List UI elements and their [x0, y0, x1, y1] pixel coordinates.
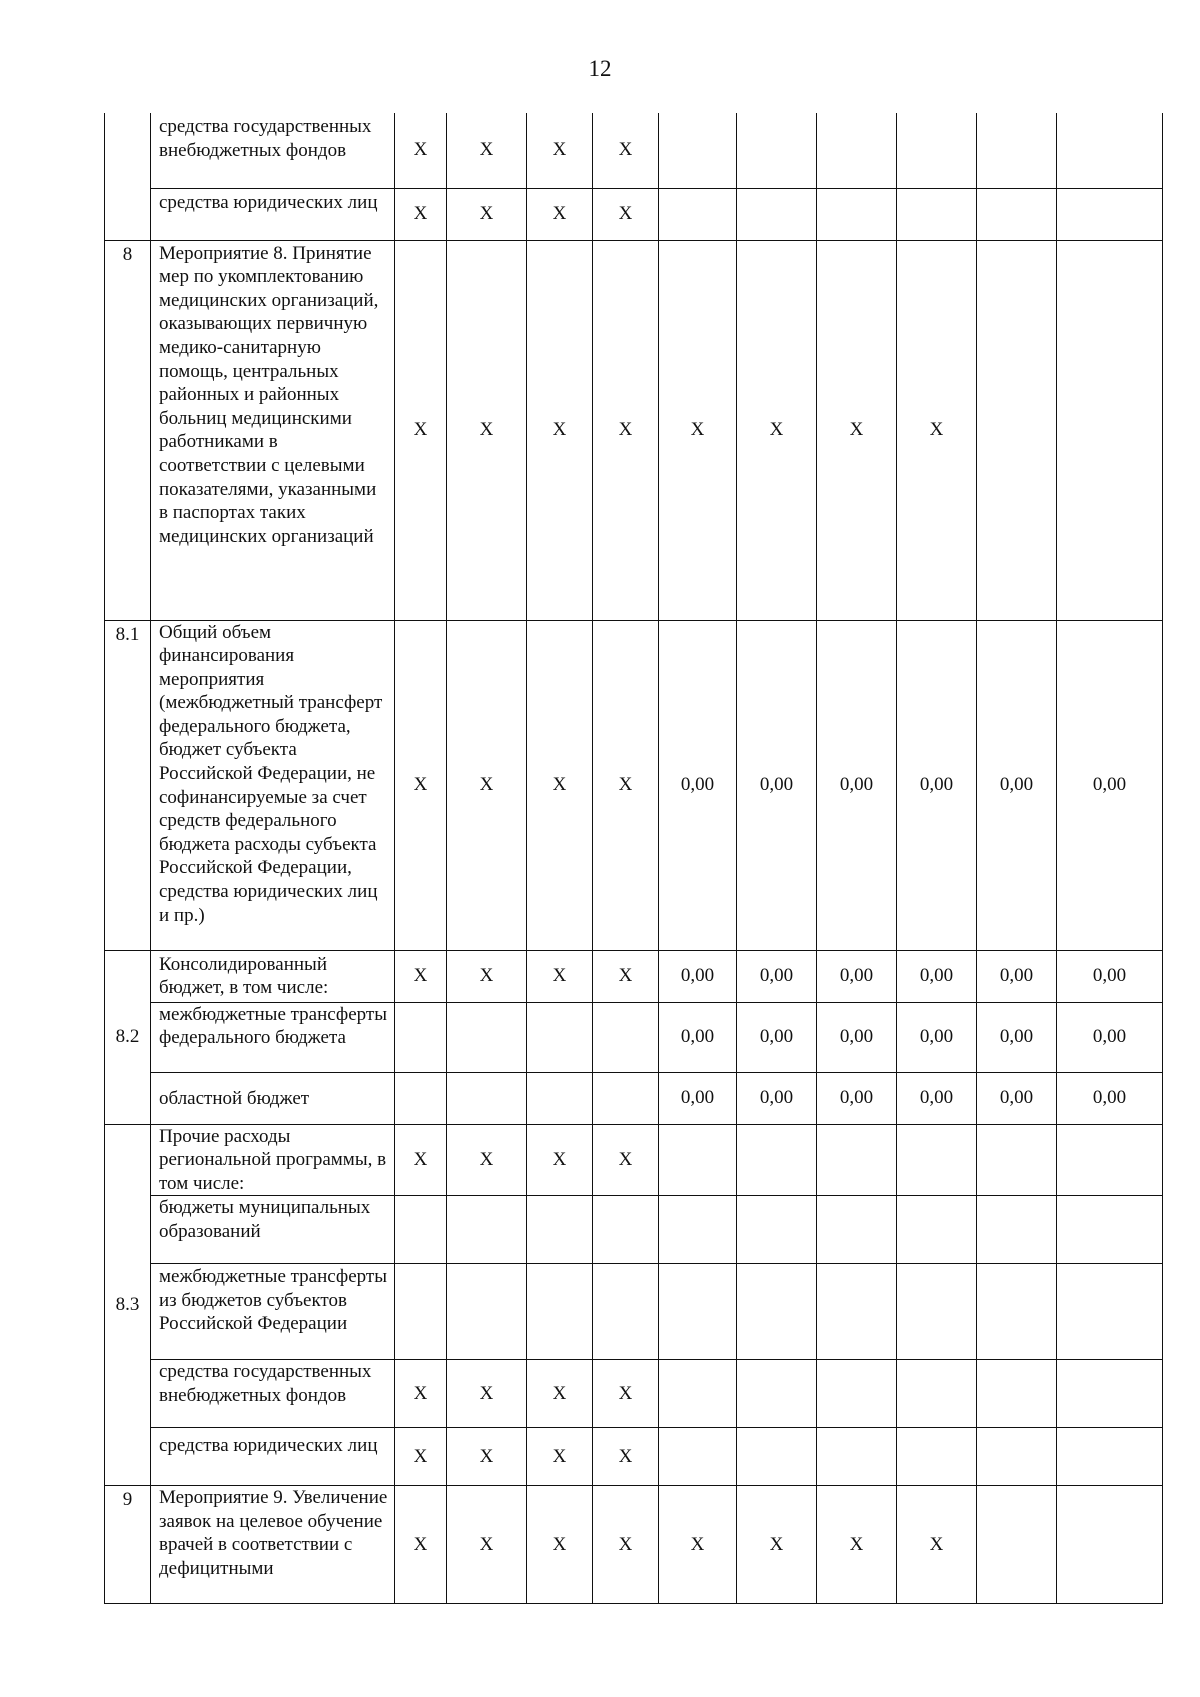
value-cell: 0,00: [659, 950, 737, 1002]
value-cell: X: [737, 1486, 817, 1604]
row-description: бюджеты муниципальных образований: [151, 1196, 395, 1264]
value-cell: X: [447, 188, 527, 240]
value-cell: X: [897, 240, 977, 620]
value-cell: X: [395, 188, 447, 240]
value-cell: X: [395, 1428, 447, 1486]
row-number: 8: [105, 240, 151, 620]
value-cell: 0,00: [1057, 950, 1163, 1002]
value-cell: [897, 113, 977, 188]
value-cell: 0,00: [817, 1072, 897, 1124]
value-cell: [447, 1072, 527, 1124]
value-cell: X: [593, 620, 659, 950]
value-cell: X: [593, 1428, 659, 1486]
value-cell: [1057, 188, 1163, 240]
value-cell: [897, 1264, 977, 1360]
value-cell: X: [447, 620, 527, 950]
row-description: средства государственных внебюджетных фондов: [151, 113, 395, 188]
value-cell: [977, 188, 1057, 240]
value-cell: X: [817, 1486, 897, 1604]
row-description: Общий объем финансирования мероприятия (межбюджетный трансферт федерального бюджета, бюджет субъекта Российской Федерации, не софинансируемые за счет средств федерального бюджета расходы субъекта Российской Федерации, средства юридических лиц и пр.): [151, 620, 395, 950]
value-cell: [659, 1360, 737, 1428]
value-cell: 0,00: [897, 620, 977, 950]
value-cell: X: [593, 1486, 659, 1604]
value-cell: 0,00: [659, 1072, 737, 1124]
value-cell: [527, 1002, 593, 1072]
value-cell: [817, 188, 897, 240]
row-number: 8.3: [105, 1124, 151, 1486]
value-cell: [737, 188, 817, 240]
table-row: [105, 1002, 1163, 1072]
row-description: Консолидированный бюджет, в том числе:: [151, 950, 395, 1002]
value-cell: X: [659, 1486, 737, 1604]
row-description: средства юридических лиц: [151, 188, 395, 240]
value-cell: [737, 113, 817, 188]
value-cell: X: [527, 1124, 593, 1196]
value-cell: [1057, 1486, 1163, 1604]
value-cell: 0,00: [817, 950, 897, 1002]
value-cell: [1057, 1264, 1163, 1360]
value-cell: X: [593, 950, 659, 1002]
value-cell: [977, 1196, 1057, 1264]
value-cell: 0,00: [817, 620, 897, 950]
value-cell: 0,00: [977, 620, 1057, 950]
value-cell: [1057, 240, 1163, 620]
value-cell: [395, 1196, 447, 1264]
value-cell: X: [527, 240, 593, 620]
value-cell: X: [447, 1360, 527, 1428]
value-cell: 0,00: [659, 1002, 737, 1072]
row-description: Мероприятие 9. Увеличение заявок на целевое обучение врачей в соответствии с дефицитными: [151, 1486, 395, 1604]
table-row: [105, 113, 1163, 188]
value-cell: [977, 1486, 1057, 1604]
value-cell: X: [447, 1124, 527, 1196]
value-cell: 0,00: [1057, 620, 1163, 950]
value-cell: X: [447, 1486, 527, 1604]
value-cell: [817, 1196, 897, 1264]
table-row: [105, 1360, 1163, 1428]
value-cell: [447, 1002, 527, 1072]
value-cell: X: [527, 1486, 593, 1604]
table-row: [105, 1428, 1163, 1486]
value-cell: [659, 188, 737, 240]
table-row: [105, 950, 1163, 1002]
value-cell: X: [395, 240, 447, 620]
value-cell: [977, 1124, 1057, 1196]
value-cell: [395, 1072, 447, 1124]
value-cell: 0,00: [897, 1002, 977, 1072]
table-row: [105, 1072, 1163, 1124]
table-row: [105, 1264, 1163, 1360]
value-cell: [737, 1196, 817, 1264]
row-description: средства государственных внебюджетных фондов: [151, 1360, 395, 1428]
value-cell: [593, 1002, 659, 1072]
value-cell: [395, 1002, 447, 1072]
value-cell: [1057, 1196, 1163, 1264]
value-cell: [1057, 113, 1163, 188]
value-cell: 0,00: [1057, 1002, 1163, 1072]
value-cell: 0,00: [659, 620, 737, 950]
value-cell: [817, 1124, 897, 1196]
value-cell: 0,00: [817, 1002, 897, 1072]
value-cell: X: [527, 1428, 593, 1486]
budget-table: [104, 113, 1163, 1604]
value-cell: [1057, 1360, 1163, 1428]
table-row: [105, 620, 1163, 950]
value-cell: [977, 1360, 1057, 1428]
table-row: [105, 1196, 1163, 1264]
value-cell: [817, 1428, 897, 1486]
value-cell: X: [395, 620, 447, 950]
value-cell: [817, 1360, 897, 1428]
value-cell: X: [395, 1124, 447, 1196]
value-cell: X: [593, 113, 659, 188]
value-cell: [897, 1196, 977, 1264]
value-cell: [737, 1428, 817, 1486]
value-cell: [593, 1264, 659, 1360]
value-cell: [593, 1072, 659, 1124]
value-cell: 0,00: [897, 950, 977, 1002]
value-cell: [527, 1196, 593, 1264]
row-number: 8.2: [105, 950, 151, 1124]
value-cell: X: [593, 1124, 659, 1196]
value-cell: [593, 1196, 659, 1264]
value-cell: [817, 113, 897, 188]
row-description: Прочие расходы региональной программы, в том числе:: [151, 1124, 395, 1196]
value-cell: 0,00: [977, 1002, 1057, 1072]
table-row: [105, 1486, 1163, 1604]
value-cell: X: [527, 950, 593, 1002]
value-cell: X: [447, 113, 527, 188]
value-cell: 0,00: [977, 950, 1057, 1002]
value-cell: [527, 1264, 593, 1360]
value-cell: X: [447, 950, 527, 1002]
value-cell: X: [395, 1486, 447, 1604]
value-cell: 0,00: [737, 950, 817, 1002]
value-cell: [977, 113, 1057, 188]
value-cell: [737, 1264, 817, 1360]
value-cell: X: [593, 1360, 659, 1428]
table-row: [105, 188, 1163, 240]
value-cell: [977, 240, 1057, 620]
value-cell: X: [527, 1360, 593, 1428]
value-cell: [897, 188, 977, 240]
value-cell: [659, 1264, 737, 1360]
value-cell: X: [395, 1360, 447, 1428]
value-cell: [659, 1196, 737, 1264]
row-number: [105, 113, 151, 240]
row-description: межбюджетные трансферты федерального бюджета: [151, 1002, 395, 1072]
row-number: 9: [105, 1486, 151, 1604]
value-cell: [1057, 1428, 1163, 1486]
value-cell: [527, 1072, 593, 1124]
value-cell: [817, 1264, 897, 1360]
value-cell: [447, 1196, 527, 1264]
value-cell: [897, 1428, 977, 1486]
value-cell: 0,00: [897, 1072, 977, 1124]
value-cell: X: [817, 240, 897, 620]
value-cell: [737, 1124, 817, 1196]
row-description: областной бюджет: [151, 1072, 395, 1124]
value-cell: [737, 1360, 817, 1428]
value-cell: 0,00: [737, 620, 817, 950]
value-cell: [1057, 1124, 1163, 1196]
value-cell: [659, 1124, 737, 1196]
value-cell: 0,00: [737, 1002, 817, 1072]
value-cell: X: [593, 188, 659, 240]
value-cell: [659, 1428, 737, 1486]
value-cell: X: [527, 113, 593, 188]
value-cell: X: [395, 950, 447, 1002]
value-cell: X: [659, 240, 737, 620]
value-cell: [659, 113, 737, 188]
value-cell: [977, 1264, 1057, 1360]
value-cell: [395, 1264, 447, 1360]
value-cell: X: [527, 620, 593, 950]
table-row: [105, 1124, 1163, 1196]
value-cell: 0,00: [977, 1072, 1057, 1124]
value-cell: X: [447, 1428, 527, 1486]
row-description: Мероприятие 8. Принятие мер по укомплектованию медицинских организаций, оказывающих первичную медико-санитарную помощь, центральных районных и районных больниц медицинскими работниками в соответствии с целевыми показателями, указанными в паспортах таких медицинских организаций: [151, 240, 395, 620]
value-cell: X: [395, 113, 447, 188]
value-cell: X: [447, 240, 527, 620]
row-description: межбюджетные трансферты из бюджетов субъектов Российской Федерации: [151, 1264, 395, 1360]
value-cell: 0,00: [1057, 1072, 1163, 1124]
page-number: 12: [588, 56, 612, 81]
value-cell: 0,00: [737, 1072, 817, 1124]
value-cell: X: [527, 188, 593, 240]
value-cell: [447, 1264, 527, 1360]
row-number: 8.1: [105, 620, 151, 950]
value-cell: [977, 1428, 1057, 1486]
table-row: [105, 240, 1163, 620]
value-cell: X: [737, 240, 817, 620]
value-cell: [897, 1360, 977, 1428]
value-cell: [897, 1124, 977, 1196]
value-cell: X: [593, 240, 659, 620]
row-description: средства юридических лиц: [151, 1428, 395, 1486]
value-cell: X: [897, 1486, 977, 1604]
